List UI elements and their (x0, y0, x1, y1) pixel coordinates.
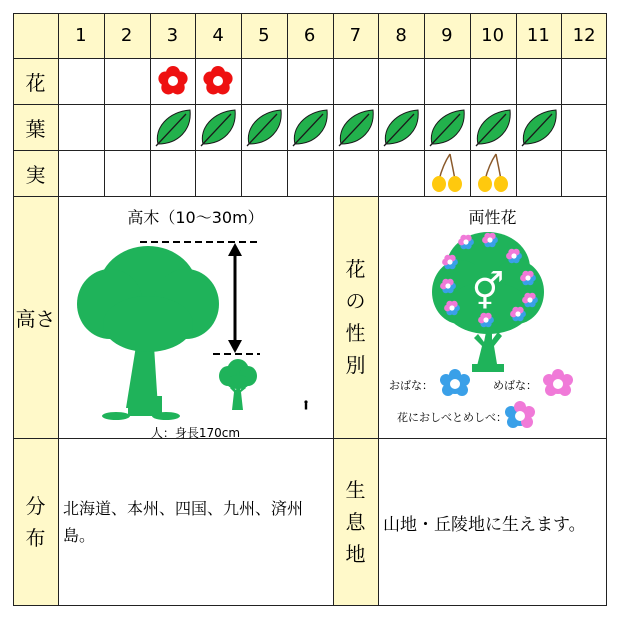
month-7: 7 (349, 25, 362, 46)
leaf-mark-icon (195, 104, 241, 150)
sex-label-1: 花 (345, 257, 366, 281)
row-label-fruit: 実 (25, 162, 46, 187)
habitat-label (333, 438, 378, 605)
month-4: 4 (212, 25, 224, 46)
leaf-mark-icon (516, 104, 562, 150)
female-flower-icon (543, 369, 573, 396)
flower-mark-icon (150, 58, 196, 104)
sex-label-3: 性 (345, 321, 366, 345)
grid-vline (13, 13, 14, 606)
grid-hline (13, 150, 607, 151)
leaf-mark-icon (424, 104, 470, 150)
leaf-mark-icon (150, 104, 196, 150)
month-9: 9 (441, 25, 453, 46)
month-2: 2 (120, 25, 133, 46)
male-flower-icon (440, 369, 470, 396)
month-5: 5 (258, 25, 270, 46)
habitat-label-3: 地 (345, 541, 366, 566)
month-6: 6 (303, 25, 316, 46)
sex-label (333, 196, 378, 438)
female-flower-label: めばな： (493, 379, 537, 392)
grid-hline (13, 13, 607, 14)
grid-hline (13, 605, 607, 606)
month-11: 11 (526, 25, 550, 46)
small-tree-icon (219, 359, 257, 410)
flower-mark-icon (195, 58, 241, 104)
bisexual-flower-label: 花におしべとめしべ： (397, 411, 507, 424)
sex-label-2: の (345, 289, 366, 313)
leaf-mark-icon (470, 104, 516, 150)
leaf-mark-icon (287, 104, 333, 150)
row-label-leaf: 葉 (25, 116, 46, 141)
month-1: 1 (75, 25, 87, 46)
row-label-height: 高さ (15, 306, 56, 331)
grid-vline (104, 13, 105, 196)
month-3: 3 (166, 25, 179, 46)
leaf-mark-icon (241, 104, 287, 150)
habitat-text: 山地・丘陵地に生えます。 (383, 515, 586, 535)
month-8: 8 (395, 25, 407, 46)
leaf-mark-icon (333, 104, 379, 150)
grid-vline (333, 13, 334, 606)
human-icon (304, 400, 307, 409)
sex-illustration (378, 196, 607, 438)
svg-text:⚥: ⚥ (471, 272, 505, 313)
distribution-label-2: 布 (25, 525, 46, 550)
sex-title: 両性花 (468, 208, 517, 227)
distribution-text-line1: 北海道、本州、四国、九州、済州 (63, 499, 304, 518)
distribution-label-1: 分 (25, 493, 46, 518)
habitat-label-1: 生 (345, 477, 366, 502)
human-caption: 人：身長170cm (150, 426, 241, 440)
leaf-mark-icon (378, 104, 424, 150)
distribution-text-line2: 島。 (63, 526, 96, 545)
corner-cell (13, 13, 58, 58)
habitat-label-2: 息 (345, 509, 366, 534)
fruit-mark-icon (424, 150, 470, 196)
fruit-mark-icon (470, 150, 516, 196)
sex-label-4: 別 (345, 353, 366, 377)
male-flower-label: おばな： (389, 379, 433, 392)
row-label-distribution (13, 438, 58, 605)
month-12: 12 (572, 25, 596, 46)
month-10: 10 (481, 25, 505, 46)
bisexual-flower-icon (505, 401, 535, 428)
grid-hline (13, 58, 607, 59)
tall-tree-icon (77, 246, 219, 420)
height-illustration (58, 196, 333, 438)
height-title: 高木（10～30m） (127, 208, 264, 227)
row-label-flower: 花 (25, 70, 46, 95)
